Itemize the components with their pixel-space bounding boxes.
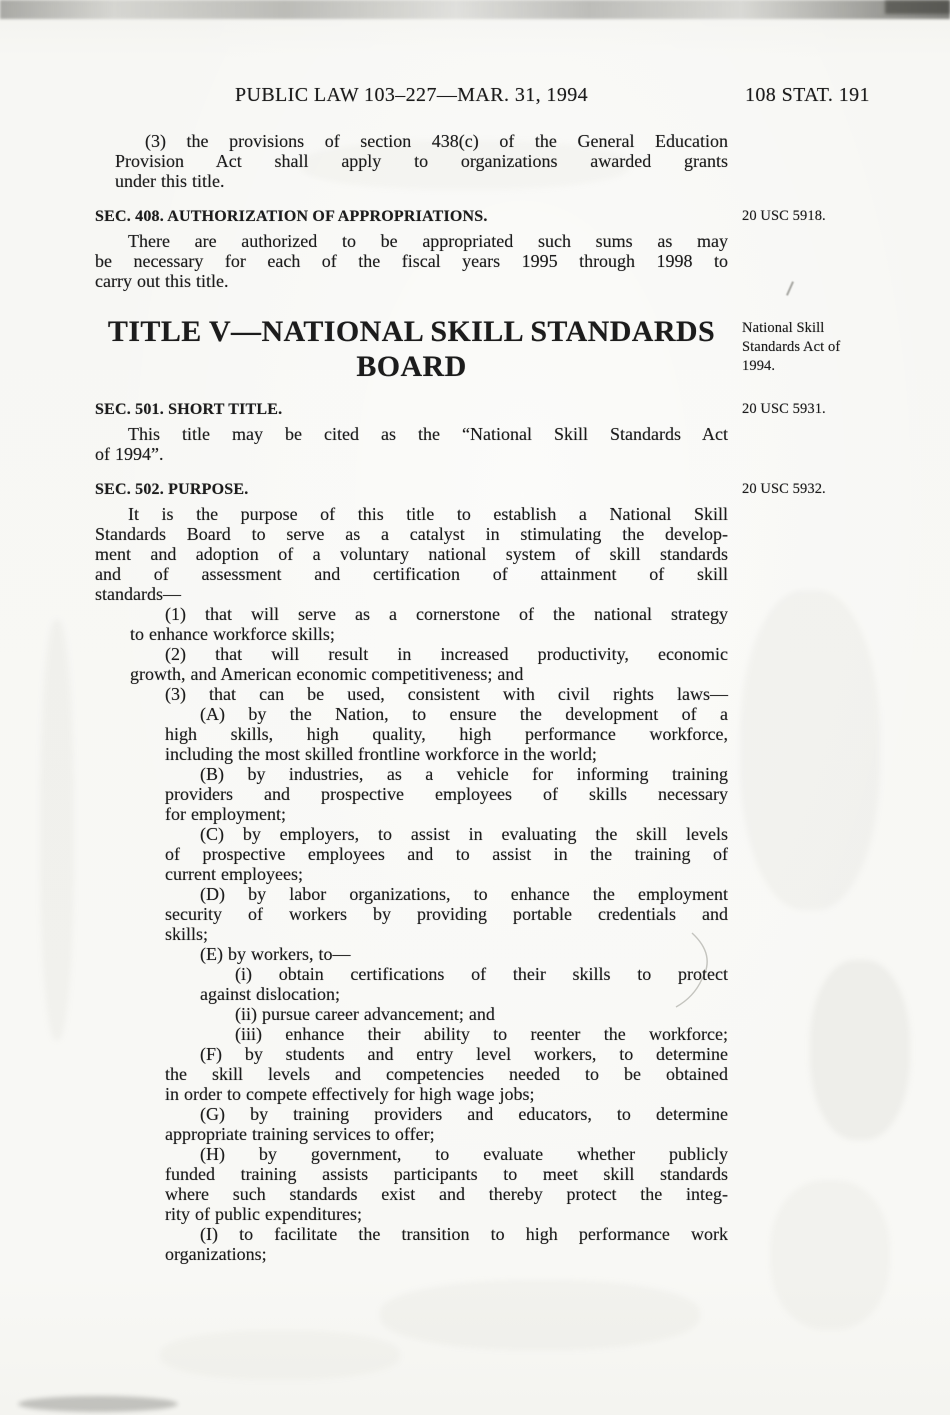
text-line: Provision Act shall apply to organizations awarded grants — [115, 151, 728, 171]
text-line: (2) that will result in increased productivity, economic — [165, 644, 728, 664]
text-line: It is the purpose of this title to establish a National Skill — [128, 504, 728, 524]
text-line: (ii) pursue career advancement; and — [235, 1004, 495, 1024]
text-line: security of workers by providing portable credentials and — [165, 904, 728, 924]
paragraph — [95, 944, 728, 964]
text-line: appropriate training services to offer; — [165, 1124, 435, 1144]
paragraph — [95, 1104, 728, 1144]
text-line: (3) the provisions of section 438(c) of the General Education — [145, 131, 728, 151]
text-line: the skill levels and competencies needed to be obtained — [165, 1064, 728, 1084]
text-line: in order to compete effectively for high wage jobs; — [165, 1084, 535, 1104]
text-line: (D) by labor organizations, to enhance the employment — [200, 884, 728, 904]
text-line: Standards Board to serve as a catalyst in stimulating the develop- — [95, 524, 728, 544]
paragraph — [95, 504, 728, 604]
text-line: carry out this title. — [95, 271, 229, 291]
section-heading-text: SEC. 501. SHORT TITLE. — [95, 401, 283, 418]
margin-note-line: 20 USC 5931. — [742, 401, 826, 417]
paragraph — [95, 964, 728, 1004]
scan-artifact-bottom-smudge — [18, 1396, 178, 1412]
margin-note-line: National Skill — [742, 320, 825, 336]
text-line: (i) obtain certifications of their skills to protect — [235, 964, 728, 984]
paragraph — [95, 764, 728, 824]
text-line: of prospective employees and to assist in the training of — [165, 844, 728, 864]
section-heading — [95, 206, 826, 227]
text-line: providers and prospective employees of skills necessary — [165, 784, 728, 804]
paragraph — [95, 1044, 728, 1104]
scan-artifact-top-right-corner — [885, 0, 950, 14]
section-heading-text: SEC. 502. PURPOSE. — [95, 481, 249, 498]
margin-note-line: 20 USC 5918. — [742, 208, 826, 224]
margin-note-line: 1994. — [742, 358, 776, 374]
text-line: (F) by students and entry level workers, to determine — [200, 1044, 728, 1064]
text-line: (C) by employers, to assist in evaluating the skill levels — [200, 824, 728, 844]
margin-note — [742, 207, 942, 226]
paragraph — [95, 684, 728, 704]
text-line: of 1994”. — [95, 444, 164, 464]
header-stat-number: 108 STAT. 191 — [745, 84, 870, 106]
text-line: under this title. — [115, 171, 225, 191]
scan-artifact-pen-tick — [786, 281, 794, 296]
header-law-title: PUBLIC LAW 103–227—MAR. 31, 1994 — [234, 84, 589, 106]
text-line: high skills, high quality, high performance workforce, — [165, 724, 728, 744]
text-line: (H) by government, to evaluate whether publicly — [200, 1144, 728, 1164]
scan-artifact-top-band — [0, 0, 950, 19]
paragraph — [95, 1144, 728, 1224]
margin-note — [742, 319, 942, 376]
text-line: funded training assists participants to meet skill standards — [165, 1164, 728, 1184]
paragraph — [95, 231, 728, 291]
paragraph — [95, 131, 728, 191]
paragraph — [95, 604, 728, 644]
paragraph — [95, 884, 728, 944]
text-line: organizations; — [165, 1244, 267, 1264]
paragraph — [95, 644, 728, 684]
text-line: current employees; — [165, 864, 303, 884]
act-title-text — [95, 314, 728, 384]
text-line: to enhance workforce skills; — [130, 624, 335, 644]
margin-note — [742, 480, 942, 499]
paragraph — [95, 704, 728, 764]
text-line: against dislocation; — [200, 984, 340, 1004]
text-line: (B) by industries, as a vehicle for informing training — [200, 764, 728, 784]
paragraph — [95, 424, 728, 464]
scan-artifact-bleedthrough — [770, 1180, 890, 1330]
margin-note — [742, 400, 942, 419]
text-line: skills; — [165, 924, 209, 944]
text-line: (1) that will serve as a cornerstone of the national strategy — [165, 604, 728, 624]
text-line: This title may be cited as the “National Skill Standards Act — [128, 424, 728, 444]
scan-artifact-bleedthrough — [740, 590, 880, 910]
paragraph — [95, 1024, 728, 1044]
text-line: for employment; — [165, 804, 286, 824]
text-line: There are authorized to be appropriated such sums as may — [128, 231, 728, 251]
act-title-line: BOARD — [356, 350, 467, 383]
text-line: be necessary for each of the fiscal years 1995 through 1998 to — [95, 251, 728, 271]
margin-note-line: 20 USC 5932. — [742, 481, 826, 497]
text-line: (A) by the Nation, to ensure the development of a — [200, 704, 728, 724]
text-line: (iii) enhance their ability to reenter the workforce; — [235, 1024, 728, 1044]
act-title-line: TITLE V—NATIONAL SKILL STANDARDS — [107, 315, 716, 348]
section-heading — [95, 399, 826, 420]
act-title-heading — [95, 314, 841, 384]
text-line: (E) by workers, to— — [200, 944, 351, 964]
text-line: (3) that can be used, consistent with civil rights laws— — [165, 684, 728, 704]
text-line: standards— — [95, 584, 181, 604]
text-line: where such standards exist and thereby protect the integ- — [165, 1184, 728, 1204]
scan-artifact-bleedthrough — [810, 960, 910, 1140]
text-line: (I) to facilitate the transition to high performance work — [200, 1224, 728, 1244]
text-line: (G) by training providers and educators, to determine — [200, 1104, 728, 1124]
section-heading-text: SEC. 408. AUTHORIZATION OF APPROPRIATIONS. — [95, 208, 488, 225]
scan-artifact-bleedthrough — [160, 1330, 400, 1380]
content-column — [95, 131, 841, 1264]
text-line: rity of public expenditures; — [165, 1204, 362, 1224]
margin-note-line: Standards Act of — [742, 339, 841, 355]
paragraph — [95, 1224, 728, 1264]
text-line: and of assessment and certification of attainment of skill — [95, 564, 728, 584]
scan-artifact-bleedthrough — [380, 1280, 700, 1350]
section-heading — [95, 479, 826, 500]
text-line: growth, and American economic competitiveness; and — [130, 664, 524, 684]
paragraph — [95, 1004, 728, 1024]
paragraph — [95, 824, 728, 884]
text-line: ment and adoption of a voluntary national system of skill standards — [95, 544, 728, 564]
scan-artifact-bleedthrough — [40, 620, 74, 1040]
text-line: including the most skilled frontline workforce in the world; — [165, 744, 597, 764]
